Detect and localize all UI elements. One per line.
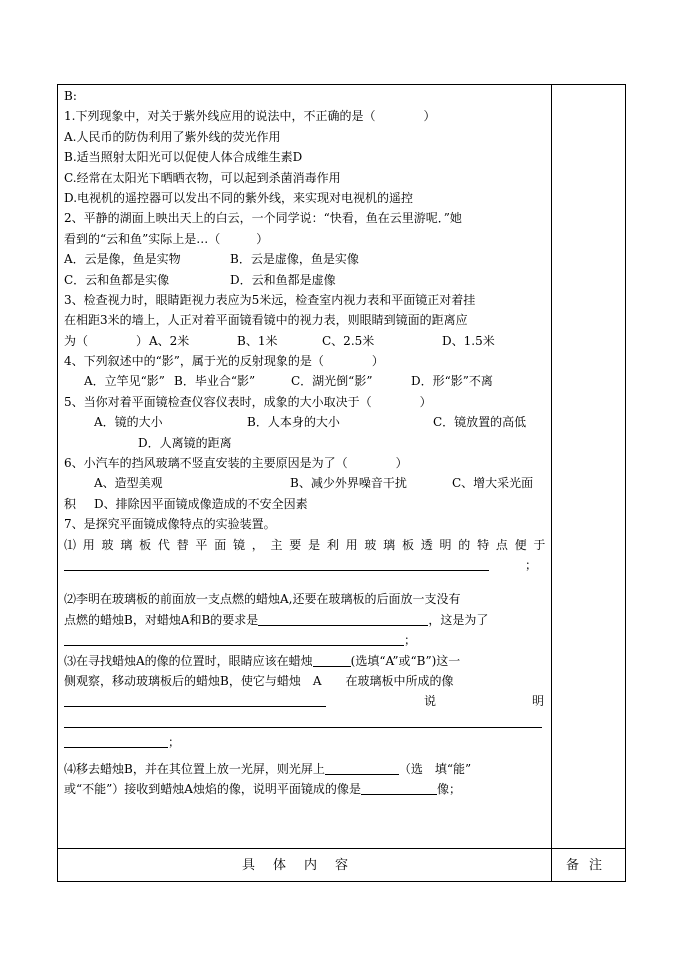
q5-options-row1 [64,412,546,432]
q7-part3-line1 [64,651,546,671]
q3-option-c: C、2.5米 [322,333,375,348]
q1-option-a: A.人民币的防伪利用了紫外线的荧光作用 [64,129,281,144]
q5-option-c: C．镜放置的高低 [433,415,527,430]
question-content [64,86,546,799]
q3-option-d: D、1.5米 [442,333,495,348]
q7-part1-end: ； [524,557,537,572]
q7-part3-line2: 侧观察，移动玻璃板后的蜡烛B，使它与蜡烛 A 在玻璃板中所成的像 [64,673,454,688]
q4-options-row [64,371,546,391]
q2-option-d: D．云和鱼都是虚像 [230,272,336,287]
section-label: B: [64,89,77,103]
q7-part2-answer-blank-1[interactable] [258,611,428,626]
q7-part3-shuo: 说 [423,694,436,709]
q7-part2-line1: ⑵李明在玻璃板的前面放一支点燃的蜡烛A,还要在玻璃板的后面放一支没有 [64,592,461,607]
q7-part3-answer-blank-4[interactable] [64,733,168,748]
q7-part4-line1 [64,759,546,779]
q7-part3-end: ； [168,735,181,750]
q7-part4-answer-blank-2[interactable] [361,780,437,795]
q7-part2-text-2: ，这是为了 [428,612,489,627]
q2-option-c: C．云和鱼都是实像 [64,272,170,287]
q6-option-c-cont: 积 [64,496,77,511]
q7-part4-answer-blank-1[interactable] [325,760,399,775]
q7-part4-text-3: 或“不能”）接收到蜡烛A烛焰的像，说明平面镜成的像是 [64,781,361,796]
q6-options-row1 [64,473,546,493]
q7-part4-line2 [64,779,546,799]
q5-option-a: A．镜的大小 [94,415,163,430]
q7-part3-text: ⑶在寻找蜡烛A的像的位置时，眼睛应该在蜡烛 [64,653,313,668]
q7-part4-text-2: （选 填“能” [398,761,472,776]
q7-part4-end: 像； [436,781,461,796]
q6-option-a: A、造型美观 [94,476,163,491]
q7-part2-answer-blank-2[interactable] [64,631,404,646]
q1-stem: 1.下列现象中，对关于紫外线应用的说法中，不正确的是（ ） [64,109,436,124]
q2-options-row2 [64,270,546,290]
q3-option-b: B、1米 [237,333,278,348]
q5-option-b: B．人本身的大小 [247,415,340,430]
column-divider [551,84,552,882]
q7-part4-text: ⑷移去蜡烛B，并在其位置上放一光屏，则光屏上 [64,761,325,776]
q3-option-a: A、2米 [149,333,190,348]
q7-part1-line1: ⑴用玻璃板代替平面镜，主要是利用玻璃板透明的特点便于 [64,537,546,552]
q2-option-a: A．云是像，鱼是实物 [64,252,181,267]
q5-stem: 5、当你对着平面镜检查仪容仪表时，成象的大小取决于（ ） [64,394,432,409]
q7-part3-line4 [64,712,546,732]
q7-part1-answer-blank[interactable] [64,556,489,571]
q7-part3-text-2: (选填“A”或“B”)这一 [350,653,461,668]
q3-options-row [64,331,546,351]
q7-part1-line2 [64,555,546,575]
q2-stem-line1: 2、平静的湖面上映出天上的白云，一个同学说：“快看，鱼在云里游呢．”她 [64,211,462,226]
q6-option-b: B、减少外界噪音干扰 [290,476,407,491]
q7-part2-line3 [64,630,546,650]
q5-options-row2 [64,433,546,453]
q4-option-b: B．毕业合“影” [174,374,256,389]
q7-part2-text: 点燃的蜡烛B，对蜡烛A和B的要求是 [64,612,259,627]
q7-part3-answer-blank-2[interactable] [64,692,326,707]
q2-stem-line2: 看到的“云和鱼”实际上是…（ ） [64,231,269,246]
q7-part3-line5 [64,732,546,752]
q4-option-c: C．湖光倒“影” [291,374,373,389]
q6-stem: 6、小汽车的挡风玻璃不竖直安装的主要原因是为了（ ） [64,456,408,471]
q7-part2-end: ； [404,633,417,648]
q6-option-d: D、排除因平面镜成像造成的不安全因素 [94,496,308,511]
q3-stem-line3: 为（ ） [64,333,149,348]
q7-part3-answer-blank-3[interactable] [64,713,542,728]
q1-option-c: C.经常在太阳光下晒晒衣物，可以起到杀菌消毒作用 [64,170,341,185]
q2-option-b: B．云是虚像，鱼是实像 [230,252,359,267]
q7-part2-line2 [64,610,546,630]
q3-stem-line1: 3、检查视力时，眼睛距视力表应为5米远，检查室内视力表和平面镜正对着挂 [64,292,476,307]
q4-stem: 4、下列叙述中的“影”，属于光的反射现象的是（ ） [64,354,384,369]
content-column-label: 具体内容 [241,858,366,873]
q3-stem-line2: 在相距3米的墙上，人正对着平面镜看镜中的视力表，则眼睛到镜面的距离应 [64,313,468,328]
notes-column-label: 备注 [565,858,612,873]
q6-option-c: C、增大采光面 [452,476,534,491]
q4-option-a: A．立竿见“影” [84,374,165,389]
q7-stem: 7、是探究平面镜成像特点的实验装置。 [64,517,276,532]
q2-options-row1 [64,249,546,269]
q5-option-d: D．人离镜的距离 [138,435,232,450]
q7-part3-line3 [64,691,546,711]
q1-option-d: D.电视机的遥控器可以发出不同的紫外线，来实现对电视机的遥控 [64,190,414,205]
q7-part3-answer-blank-1[interactable] [313,652,351,667]
q7-part3-ming: 明 [531,694,544,709]
q6-options-row2 [64,494,546,514]
q4-option-d: D．形“影”不离 [411,374,493,389]
q1-option-b: B.适当照射太阳光可以促使人体合成维生素D [64,150,303,165]
